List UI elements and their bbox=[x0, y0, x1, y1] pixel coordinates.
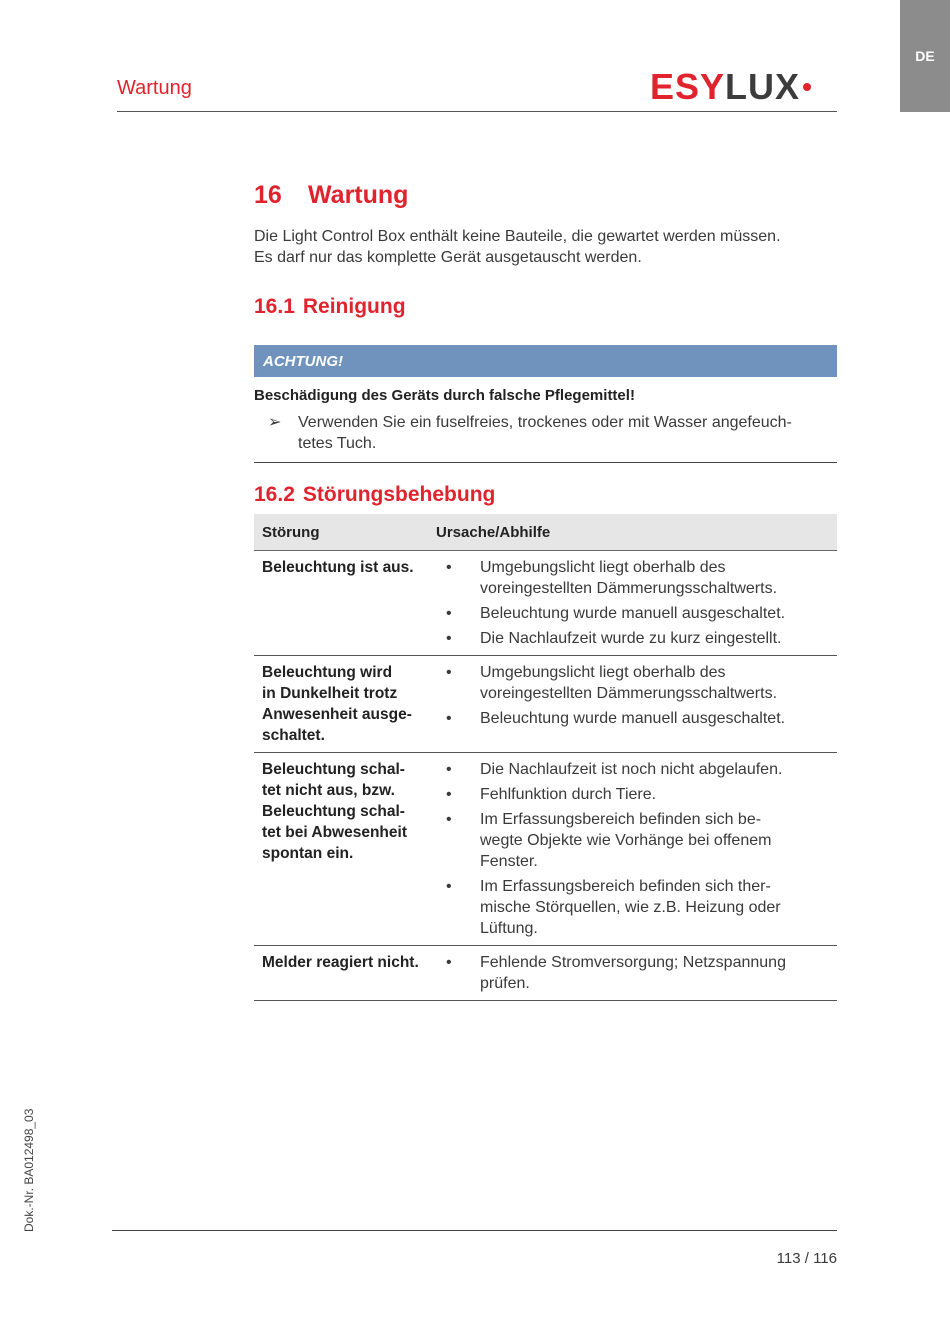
bullet-icon: • bbox=[446, 664, 452, 681]
table-row bbox=[254, 753, 837, 946]
cause-item bbox=[436, 759, 837, 780]
bullet-icon: • bbox=[446, 605, 452, 622]
cause-line: Fenster. bbox=[480, 853, 538, 870]
cause-cell bbox=[436, 946, 837, 1001]
table-header-row bbox=[254, 514, 837, 551]
section-16-1-number: 16.1 bbox=[254, 295, 295, 318]
language-tab: DE bbox=[900, 0, 950, 112]
issue-line: schaltet. bbox=[262, 727, 325, 744]
cause-line: Im Erfassungsbereich befinden sich be- bbox=[480, 811, 762, 828]
warning-bottom-rule bbox=[254, 462, 837, 463]
section-16-1-heading bbox=[254, 295, 406, 319]
cause-line: Die Nachlaufzeit ist noch nicht abgelaufen. bbox=[480, 761, 783, 778]
warning-text: Beschädigung des Geräts durch falsche Pflegemittel! bbox=[254, 387, 635, 404]
issue-cell bbox=[254, 656, 436, 753]
instruction-line: Verwenden Sie ein fuselfreies, trockenes oder mit Wasser angefeuch- bbox=[298, 414, 792, 431]
section-16-2-title: Störungsbehebung bbox=[302, 483, 496, 506]
table-row bbox=[254, 551, 837, 656]
section-16-text bbox=[254, 226, 854, 268]
cause-item bbox=[436, 952, 837, 994]
table-body bbox=[254, 551, 837, 1001]
issue-line: Melder reagiert nicht. bbox=[262, 954, 419, 971]
warning-label: ACHTUNG! bbox=[263, 352, 343, 370]
section-16-text-line: Die Light Control Box enthält keine Bauteile, die gewartet werden müssen. bbox=[254, 228, 781, 245]
bullet-icon: • bbox=[446, 761, 452, 778]
warning-instruction bbox=[268, 412, 838, 454]
cause-item bbox=[436, 784, 837, 805]
cause-line: Lüftung. bbox=[480, 920, 538, 937]
cause-item bbox=[436, 662, 837, 704]
cause-cell bbox=[436, 656, 837, 753]
issue-cell bbox=[254, 753, 436, 946]
instruction-line: tetes Tuch. bbox=[298, 435, 377, 452]
cause-line: prüfen. bbox=[480, 975, 530, 992]
cause-line: voreingestellten Dämmerungsschaltwerts. bbox=[480, 685, 778, 702]
table-row bbox=[254, 946, 837, 1001]
cause-item bbox=[436, 557, 837, 599]
bullet-icon: • bbox=[446, 710, 452, 727]
section-16-heading bbox=[254, 181, 408, 210]
issue-cell bbox=[254, 946, 436, 1001]
footer-divider bbox=[112, 1230, 837, 1231]
issue-cell bbox=[254, 551, 436, 656]
cause-list bbox=[436, 662, 837, 729]
issue-line: tet bei Abwesenheit bbox=[262, 824, 407, 841]
cause-item bbox=[436, 809, 837, 872]
cause-line: Im Erfassungsbereich befinden sich ther- bbox=[480, 878, 771, 895]
cause-list bbox=[436, 557, 837, 649]
cause-line: Beleuchtung wurde manuell ausgeschaltet. bbox=[480, 710, 786, 727]
cause-item bbox=[436, 708, 837, 729]
cause-cell bbox=[436, 551, 837, 656]
issue-line: Beleuchtung wird bbox=[262, 664, 393, 681]
cause-item bbox=[436, 628, 837, 649]
cause-line: Die Nachlaufzeit wurde zu kurz eingestellt. bbox=[480, 630, 782, 647]
issue-line: Beleuchtung ist aus. bbox=[262, 559, 414, 576]
section-16-text-line: Es darf nur das komplette Gerät ausgetauscht werden. bbox=[254, 249, 642, 266]
esylux-logo bbox=[650, 66, 811, 107]
column-header-cause: Ursache/Abhilfe bbox=[436, 514, 837, 551]
cause-item bbox=[436, 603, 837, 624]
cause-item bbox=[436, 876, 837, 939]
troubleshooting-table bbox=[254, 514, 837, 1001]
cause-line: Beleuchtung wurde manuell ausgeschaltet. bbox=[480, 605, 786, 622]
issue-line: spontan ein. bbox=[262, 845, 354, 862]
cause-list bbox=[436, 759, 837, 939]
cause-line: Fehlfunktion durch Tiere. bbox=[480, 786, 657, 803]
bullet-icon: • bbox=[446, 559, 452, 576]
logo-part-esy: ESY bbox=[650, 66, 726, 107]
issue-line: tet nicht aus, bzw. bbox=[262, 782, 395, 799]
section-16-2-number: 16.2 bbox=[254, 483, 295, 506]
cause-line: voreingestellten Dämmerungsschaltwerts. bbox=[480, 580, 778, 597]
header-divider bbox=[117, 111, 837, 112]
cause-line: wegte Objekte wie Vorhänge bei offenem bbox=[480, 832, 772, 849]
arrow-bullet-icon: ➢ bbox=[268, 414, 282, 431]
cause-line: Umgebungslicht liegt oberhalb des bbox=[480, 664, 726, 681]
section-16-1-title: Reinigung bbox=[302, 295, 406, 318]
logo-dot-icon bbox=[803, 83, 811, 91]
table-row bbox=[254, 656, 837, 753]
issue-line: Anwesenheit ausge- bbox=[262, 706, 412, 723]
issue-line: Beleuchtung schal- bbox=[262, 803, 405, 820]
issue-line: Beleuchtung schal- bbox=[262, 761, 405, 778]
bullet-icon: • bbox=[446, 878, 452, 895]
bullet-icon: • bbox=[446, 786, 452, 803]
issue-line: in Dunkelheit trotz bbox=[262, 685, 398, 702]
cause-list bbox=[436, 952, 837, 994]
bullet-icon: • bbox=[446, 630, 452, 647]
cause-line: mische Störquellen, wie z.B. Heizung oder bbox=[480, 899, 781, 916]
cause-cell bbox=[436, 753, 837, 946]
cause-line: Fehlende Stromversorgung; Netzspannung bbox=[480, 954, 786, 971]
column-header-problem: Störung bbox=[254, 514, 436, 551]
header-title: Wartung bbox=[117, 77, 192, 99]
document-number: Dok.-Nr. BA012498_03 bbox=[22, 1108, 36, 1232]
logo-part-lux: LUX bbox=[725, 66, 801, 107]
section-16-2-heading bbox=[254, 483, 495, 507]
cause-line: Umgebungslicht liegt oberhalb des bbox=[480, 559, 726, 576]
bullet-icon: • bbox=[446, 954, 452, 971]
page-number: 113 / 116 bbox=[776, 1250, 837, 1267]
warning-banner bbox=[254, 345, 837, 377]
bullet-icon: • bbox=[446, 811, 452, 828]
section-16-title: Wartung bbox=[308, 181, 409, 209]
section-16-number: 16 bbox=[254, 181, 282, 209]
